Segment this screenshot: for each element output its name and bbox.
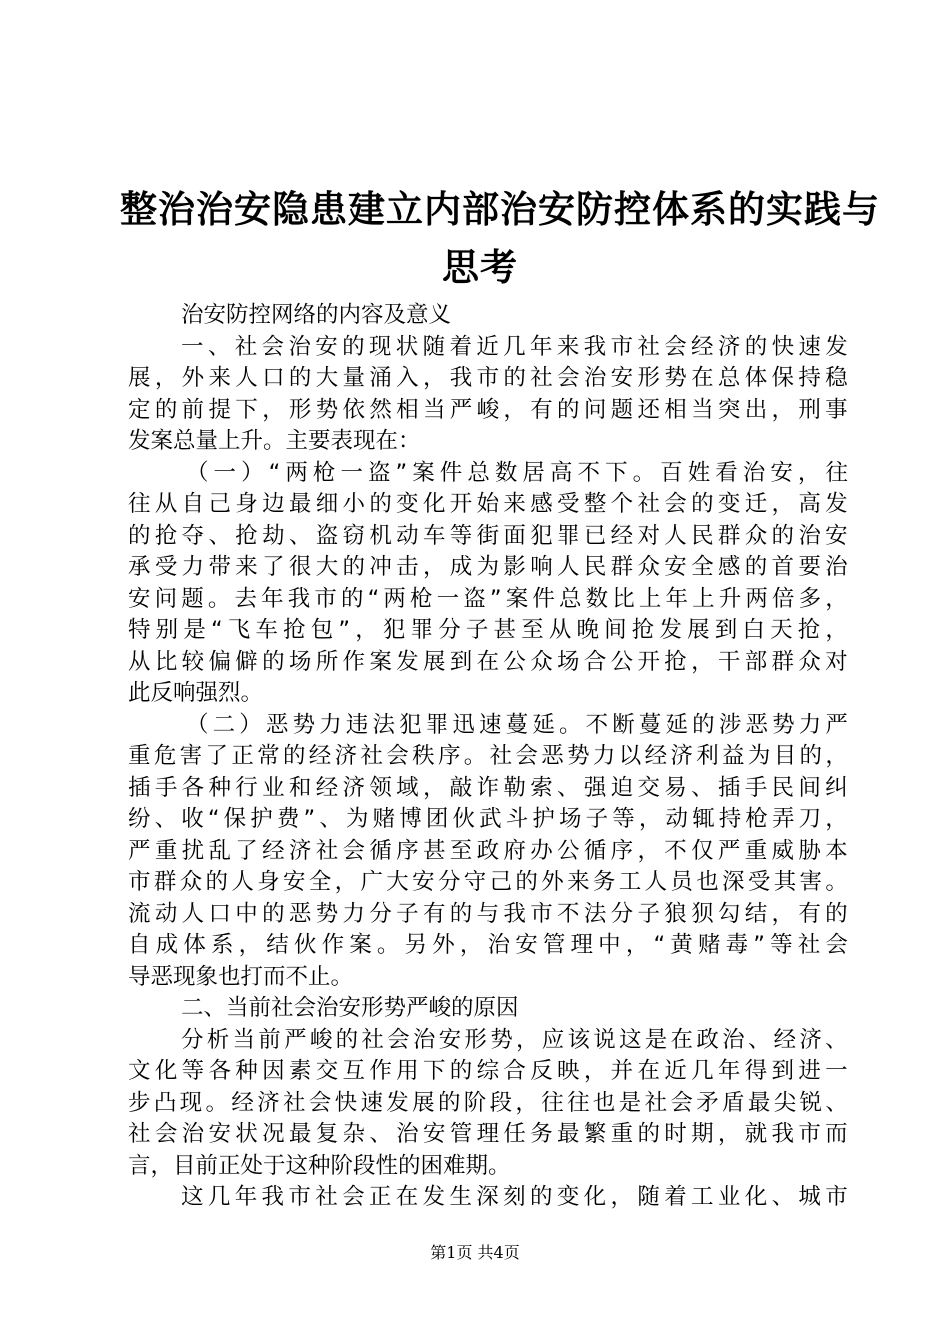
document-title-line-2: 思考 <box>442 245 518 289</box>
text-line: 自 成 体 系 ， 结 伙 作 案 。 另 外 ， 治 安 管 理 中 ， “ 黄 赌 毒 ” 等 社 会 <box>128 932 848 958</box>
text-line: 承 受 力 带 来 了 很 大 的 冲 击 ， 成 为 影 响 人 民 群 众 安 全 感 的 首 要 治 <box>128 554 848 580</box>
text-line: 步 凸 现 。 经 济 社 会 快 速 发 展 的 阶 段 ， 往 往 也 是 社 会 矛 盾 最 尖 锐 、 <box>128 1089 848 1116</box>
text-line: 严 重 扰 乱 了 经 济 社 会 循 序 甚 至 政 府 办 公 循 序 ， 不 仅 严 重 威 胁 本 <box>128 837 848 864</box>
text-line: 往 从 自 己 身 边 最 细 小 的 变 化 开 始 来 感 受 整 个 社 会 的 变 迁 ， 高 发 <box>128 491 848 517</box>
text-line: 重 危 害 了 正 常 的 经 济 社 会 秩 序 。 社 会 恶 势 力 以 经 济 利 益 为 目 的 ， <box>128 743 848 769</box>
text-line: （ 一 ） “ 两 枪 一 盗 ” 案 件 总 数 居 高 不 下 。 百 姓 看 治 安 ， 往 <box>186 459 848 486</box>
text-line: 市 群 众 的 人 身 安 全 ， 广 大 安 分 守 己 的 外 来 务 工 人 员 也 深 受 其 害 。 <box>128 869 848 895</box>
text-line: 分 析 当 前 严 峻 的 社 会 治 安 形 势 ， 应 该 说 这 是 在 政 治 、 经 济 、 <box>181 1026 848 1053</box>
text-line: 发案总量上升。主要表现在： <box>128 428 421 454</box>
text-line: 纷 、 收 “ 保 护 费 ” 、 为 赌 博 团 伙 武 斗 护 场 子 等 ， 动 辄 持 枪 弄 刀 ， <box>128 806 848 832</box>
text-line: 的 抢 夺 、 抢 劫 、 盗 窃 机 动 车 等 街 面 犯 罪 已 经 对 人 民 群 众 的 治 安 <box>128 522 848 549</box>
text-line: 一 、 社 会 治 安 的 现 状 随 着 近 几 年 来 我 市 社 会 经 济 的 快 速 发 <box>181 333 848 360</box>
document-body <box>128 300 848 1214</box>
text-line: 展 ， 外 来 人 口 的 大 量 涌 入 ， 我 市 的 社 会 治 安 形 势 在 总 体 保 持 稳 <box>128 365 848 391</box>
text-line: 流 动 人 口 中 的 恶 势 力 分 子 有 的 与 我 市 不 法 分 子 狼 狈 勾 结 ， 有 的 <box>128 900 848 927</box>
text-line: 治安防控网络的内容及意义 <box>181 302 452 328</box>
text-line: 安 问 题 。 去 年 我 市 的 “ 两 枪 一 盗 ” 案 件 总 数 比 上 年 上 升 两 倍 多 ， <box>128 585 848 612</box>
text-line: 此反响强烈。 <box>128 680 264 706</box>
text-line: 定 的 前 提 下 ， 形 势 依 然 相 当 严 峻 ， 有 的 问 题 还 相 当 突 出 ， 刑 事 <box>128 396 848 423</box>
text-line: 文 化 等 各 种 因 素 交 互 作 用 下 的 综 合 反 映 ， 并 在 近 几 年 得 到 进 一 <box>128 1058 848 1084</box>
text-line: 特 别 是 “ 飞 车 抢 包 ” ， 犯 罪 分 子 甚 至 从 晚 间 抢 发 展 到 白 天 抢 ， <box>128 617 848 643</box>
text-line: 从 比 较 偏 僻 的 场 所 作 案 发 展 到 在 公 众 场 合 公 开 抢 ， 干 部 群 众 对 <box>128 648 848 675</box>
text-line: （ 二 ） 恶 势 力 违 法 犯 罪 迅 速 蔓 延 。 不 断 蔓 延 的 涉 恶 势 力 严 <box>186 711 848 738</box>
text-line: 插 手 各 种 行 业 和 经 济 领 域 ， 敲 诈 勒 索 、 强 迫 交 易 、 插 手 民 间 纠 <box>128 774 848 801</box>
document-title-line-1: 整治治安隐患建立内部治安防控体系的实践与 <box>120 187 880 231</box>
text-line: 言，目前正处于这种阶段性的困难期。 <box>128 1152 511 1179</box>
page-number-footer: 第1页 共4页 <box>430 1243 520 1262</box>
text-line: 社 会 治 安 状 况 最 复 杂 、 治 安 管 理 任 务 最 繁 重 的 时 期 ， 就 我 市 而 <box>128 1121 848 1147</box>
text-line: 导恶现象也打而不止。 <box>128 963 354 990</box>
text-line: 二、当前社会治安形势严峻的原因 <box>181 995 519 1021</box>
text-line: 这 几 年 我 市 社 会 正 在 发 生 深 刻 的 变 化 ， 随 着 工 业 化 、 城 市 <box>181 1184 848 1210</box>
